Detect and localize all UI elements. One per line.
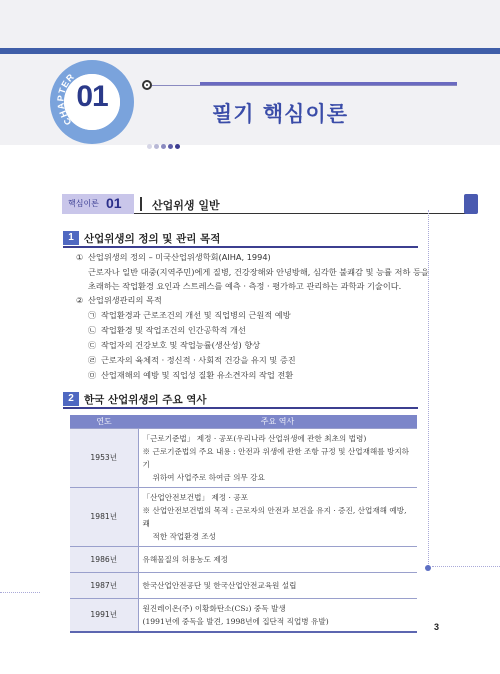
goal-text: 작업자의 건강보호 및 작업능률(생산성) 향상: [101, 340, 261, 350]
event-line: 유해물질의 허용농도 제정: [142, 554, 229, 564]
right-dotted-line: [432, 566, 500, 567]
item-body-1a: 근로자나 일반 대중(지역주민)에게 질병, 건강장해와 안녕방해, 심각한 불쾌감 및 능률 저하 등을: [88, 267, 429, 277]
section-header: [62, 194, 417, 214]
table-header-event: 주요 역사: [138, 415, 417, 428]
table-row: [70, 572, 417, 598]
event-line: 한국산업안전공단 및 한국산업안전교육원 설립: [142, 580, 297, 590]
section-divider: [140, 197, 142, 211]
table-cell-event: [138, 572, 417, 598]
section-tag-number: 01: [106, 195, 122, 211]
chapter-number: 01: [76, 80, 108, 113]
section-title: 산업위생 일반: [152, 199, 220, 212]
section-tag-label: 핵심이론: [68, 199, 99, 208]
item-marker-2: ②: [76, 295, 84, 305]
event-line: 적한 작업환경 조성: [152, 531, 217, 541]
page-title: 필기 핵심이론: [212, 102, 349, 126]
section-end-tab: [464, 194, 478, 214]
subsection-title-2: 한국 산업위생의 주요 역사: [84, 394, 207, 406]
section-tag: [62, 194, 134, 214]
table-row: [70, 546, 417, 572]
item-title-2: 산업위생관리의 목적: [88, 295, 162, 305]
event-line: ※ 산업안전보건법의 목적 : 근로자의 안전과 보건을 유지 · 증진, 산업재해 예방, 쾌: [142, 505, 407, 528]
goal-marker: ㉤: [88, 370, 97, 380]
subsection-rule-2: [63, 407, 418, 409]
table-cell-year: 1987년: [70, 572, 138, 598]
table-header-row: [70, 415, 417, 428]
margin-dot-icon: [425, 565, 431, 571]
event-line: 「근로기준법」 제정 · 공포(우리나라 산업위생에 관한 최초의 법령): [142, 433, 367, 443]
subsection-title-1: 산업위생의 정의 및 관리 목적: [84, 233, 221, 245]
table-row: [70, 428, 417, 487]
table-cell-year: 1981년: [70, 487, 138, 546]
section-underline: [134, 213, 476, 214]
event-line: 「산업안전보건법」 제정 · 공포: [142, 492, 249, 502]
history-table: [70, 415, 417, 633]
table-row: [70, 598, 417, 632]
item-marker-1: ①: [76, 252, 84, 262]
table-cell-year: 1953년: [70, 428, 138, 487]
subsection-number-2: 2: [63, 392, 79, 406]
item-body-1b: 초래하는 작업환경 요인과 스트레스를 예측 · 측정 · 평가하고 관리하는 과학과 기술이다.: [88, 281, 402, 291]
header-stripe: [0, 48, 500, 54]
title-rule-thick: [200, 82, 457, 85]
table-header-year: 연도: [70, 415, 138, 428]
goal-marker: ㉠: [88, 310, 97, 320]
table-cell-event: [138, 487, 417, 546]
goal-text: 근로자의 육체적 · 정신적 · 사회적 건강을 유지 및 증진: [101, 355, 296, 365]
chapter-word: CHAPTER: [55, 71, 77, 128]
subsection-number-1: 1: [63, 231, 79, 245]
event-line: 원진레이온(주) 이황화탄소(CS₂) 중독 발생: [142, 603, 286, 613]
goal-text: 작업환경과 근로조건의 개선 및 직업병의 근원적 예방: [101, 310, 291, 320]
table-cell-year: 1986년: [70, 546, 138, 572]
dots-decoration: [147, 134, 187, 142]
left-dotted-line: [0, 592, 40, 593]
margin-dotted-line: [428, 210, 429, 570]
goal-marker: ㉡: [88, 325, 97, 335]
goal-marker: ㉢: [88, 340, 97, 350]
table-cell-event: [138, 598, 417, 632]
table-cell-event: [138, 546, 417, 572]
title-rule: [152, 85, 457, 86]
table-row: [70, 487, 417, 546]
page-number: 3: [434, 622, 440, 632]
event-line: ※ 근로기준법의 주요 내용 : 안전과 위생에 관한 조항 규정 및 산업재해를 방지하기: [142, 446, 410, 469]
subsection-rule-1: [63, 246, 418, 248]
event-line: 위하여 사업주로 하여금 의무 강요: [152, 472, 265, 482]
event-line: (1991년에 중독을 발견, 1998년에 집단적 직업병 유발): [142, 616, 329, 626]
goal-text: 산업재해의 예방 및 직업성 질환 유소견자의 작업 전환: [101, 370, 294, 380]
table-cell-event: [138, 428, 417, 487]
table-cell-year: 1991년: [70, 598, 138, 632]
title-marker-icon: [142, 80, 152, 90]
goal-text: 작업환경 및 작업조건의 인간공학적 개선: [101, 325, 246, 335]
goal-marker: ㉣: [88, 355, 97, 365]
item-title-1: 산업위생의 정의 – 미국산업위생학회(AIHA, 1994): [88, 252, 271, 262]
